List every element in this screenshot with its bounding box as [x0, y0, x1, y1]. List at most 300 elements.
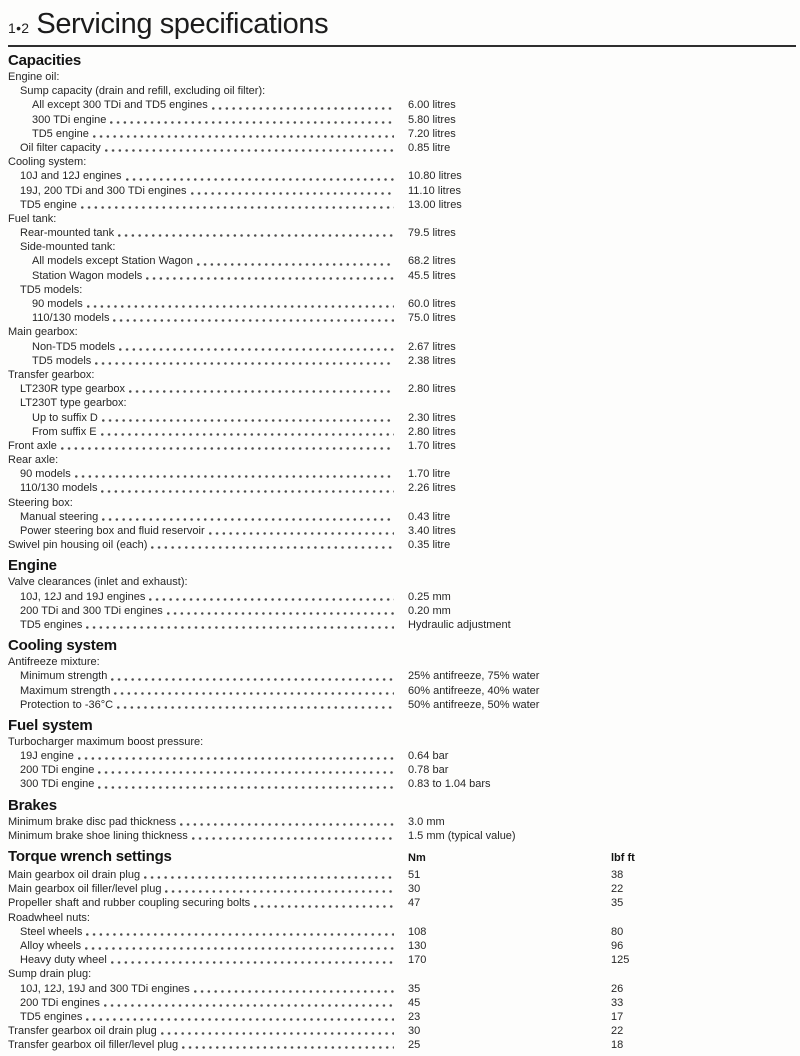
spec-row: [8, 496, 796, 510]
torque-nm-value: 170: [408, 954, 427, 967]
dotted-leader: [212, 107, 394, 110]
spec-row-left: [8, 538, 408, 552]
spec-section: [8, 637, 796, 712]
spec-row-left: [8, 896, 408, 910]
spec-row-left: [8, 141, 408, 155]
dotted-leader: [144, 876, 394, 879]
spec-value: 0.43 litre: [408, 510, 451, 523]
spec-row-values: [408, 996, 796, 1010]
dotted-leader: [167, 612, 394, 615]
spec-row: [8, 254, 796, 268]
spec-value: 3.40 litres: [408, 525, 456, 537]
spec-row-values: [408, 439, 796, 453]
spec-section: [8, 848, 796, 1052]
spec-row-left: [8, 982, 408, 996]
spec-row-values: [408, 829, 796, 843]
spec-row-left: [8, 340, 408, 354]
spec-row-left: [8, 590, 408, 604]
spec-row: [8, 198, 796, 212]
dotted-leader: [104, 1004, 394, 1007]
spec-label: Main gearbox:: [8, 326, 78, 339]
section-heading: Cooling system: [8, 637, 117, 655]
spec-row-left: [8, 240, 408, 254]
dotted-leader: [161, 1032, 394, 1035]
spec-row-left: [8, 467, 408, 481]
torque-lbf-value: 33: [611, 996, 624, 1009]
dotted-leader: [102, 419, 394, 422]
spec-row-left: [8, 669, 408, 683]
spec-label: Minimum brake disc pad thickness: [8, 815, 177, 828]
spec-label: 300 TDi engine: [32, 113, 107, 126]
spec-label: Main gearbox oil drain plug: [8, 869, 141, 881]
spec-row: [8, 169, 796, 183]
spec-label: Alloy wheels: [20, 939, 82, 952]
spec-value: 1.70 litres: [408, 439, 456, 452]
torque-nm-value: 45: [408, 996, 421, 1009]
page-number: 1•2: [8, 20, 30, 36]
section-heading: Capacities: [8, 52, 82, 69]
spec-row-left: [8, 618, 408, 632]
spec-row: [8, 411, 796, 425]
spec-row: [8, 735, 796, 749]
section-heading-row: [8, 717, 796, 734]
spec-row-values: [408, 1024, 796, 1038]
spec-row-left: [8, 98, 408, 112]
dotted-leader: [129, 390, 394, 393]
spec-row-left: [8, 453, 408, 467]
spec-label: Non-TD5 models: [32, 340, 116, 353]
dotted-leader: [209, 532, 394, 535]
spec-row-values: [408, 925, 796, 939]
spec-row-left: [8, 127, 408, 141]
spec-label: 10J and 12J engines: [20, 170, 122, 183]
spec-row: [8, 604, 796, 618]
spec-value: Hydraulic adjustment: [408, 618, 511, 631]
torque-lbf-value: 125: [611, 954, 630, 967]
spec-sections: [8, 52, 796, 1052]
spec-row-values: [408, 618, 796, 632]
spec-row: [8, 368, 796, 382]
spec-row-left: [8, 967, 408, 981]
spec-row-left: [8, 411, 408, 425]
spec-value: 2.38 litres: [408, 354, 456, 367]
dotted-leader: [61, 447, 394, 450]
spec-label: Transfer gearbox oil drain plug: [8, 1025, 157, 1038]
torque-lbf-value: 22: [611, 1025, 624, 1038]
spec-label: LT230R type gearbox: [20, 383, 125, 396]
spec-row: [8, 684, 796, 698]
dotted-leader: [98, 786, 394, 789]
spec-value: 3.0 mm: [408, 815, 445, 828]
torque-nm-value: 108: [408, 925, 427, 938]
spec-label: Cooling system:: [8, 156, 87, 169]
torque-lbf-value: 18: [611, 1039, 624, 1052]
torque-nm-value: 51: [408, 869, 421, 881]
spec-row: [8, 868, 796, 882]
spec-value: 2.80 litres: [408, 383, 456, 396]
spec-row-left: [8, 575, 408, 589]
spec-value: 6.00 litres: [408, 99, 456, 112]
spec-row: [8, 575, 796, 589]
spec-value: 2.26 litres: [408, 482, 456, 495]
spec-row: [8, 829, 796, 843]
spec-label: Oil filter capacity: [20, 141, 101, 154]
torque-nm-value: 30: [408, 1025, 421, 1038]
spec-label: 110/130 models: [32, 312, 110, 325]
spec-label: Station Wagon models: [32, 269, 143, 282]
dotted-leader: [86, 1018, 394, 1021]
spec-row: [8, 538, 796, 552]
spec-label: Power steering box and fluid reservoir: [20, 525, 205, 537]
spec-row: [8, 1010, 796, 1024]
spec-row: [8, 311, 796, 325]
spec-row-left: [8, 169, 408, 183]
spec-value: 79.5 litres: [408, 227, 456, 240]
spec-value: 68.2 litres: [408, 255, 456, 268]
spec-row-left: [8, 925, 408, 939]
dotted-leader: [98, 771, 394, 774]
section-heading-row: [8, 797, 796, 814]
spec-row-left: [8, 425, 408, 439]
header-rule: [8, 45, 796, 47]
dotted-leader: [118, 234, 394, 237]
spec-row: [8, 481, 796, 495]
torque-nm-value: 25: [408, 1039, 421, 1052]
spec-row-left: [8, 368, 408, 382]
spec-row-values: [408, 763, 796, 777]
spec-label: Protection to -36°C: [20, 698, 114, 711]
spec-label: Engine oil:: [8, 71, 60, 83]
spec-section: [8, 797, 796, 843]
column-headers: [408, 850, 796, 867]
torque-lbf-value: 96: [611, 939, 624, 952]
column-header: Nm: [408, 852, 426, 864]
torque-nm-value: 35: [408, 982, 421, 995]
spec-row: [8, 141, 796, 155]
torque-nm-value: 130: [408, 939, 427, 952]
spec-label: 19J engine: [20, 750, 74, 763]
spec-row-left: [8, 911, 408, 925]
spec-row-values: [408, 141, 796, 155]
spec-label: Steel wheels: [20, 925, 83, 938]
torque-lbf-value: 80: [611, 925, 624, 938]
spec-value: 0.35 litre: [408, 539, 451, 552]
spec-row: [8, 70, 796, 84]
spec-row-values: [408, 510, 796, 524]
spec-value: 60.0 litres: [408, 298, 456, 310]
spec-label: TD5 models: [32, 354, 92, 367]
spec-row-left: [8, 1038, 408, 1052]
spec-label: Up to suffix D: [32, 411, 98, 424]
spec-row-values: [408, 1010, 796, 1024]
torque-nm-value: 47: [408, 897, 421, 910]
dotted-leader: [87, 305, 394, 308]
spec-row-left: [8, 254, 408, 268]
dotted-leader: [197, 263, 394, 266]
spec-label: 90 models: [20, 468, 71, 481]
spec-row-left: [8, 777, 408, 791]
spec-row-left: [8, 113, 408, 127]
dotted-leader: [182, 1046, 394, 1049]
dotted-leader: [105, 149, 394, 152]
dotted-leader: [119, 348, 394, 351]
spec-row: [8, 396, 796, 410]
spec-row-left: [8, 939, 408, 953]
dotted-leader: [95, 362, 394, 365]
dotted-leader: [192, 837, 394, 840]
spec-value: 2.80 litres: [408, 425, 456, 438]
spec-row-left: [8, 829, 408, 843]
spec-row-left: [8, 155, 408, 169]
dotted-leader: [101, 433, 394, 436]
spec-label: 300 TDi engine: [20, 778, 95, 791]
spec-label: All models except Station Wagon: [32, 255, 194, 268]
spec-row-values: [408, 669, 796, 683]
spec-row-values: [408, 698, 796, 712]
spec-value: 75.0 litres: [408, 312, 456, 325]
spec-row-values: [408, 184, 796, 198]
torque-lbf-value: 22: [611, 883, 624, 896]
dotted-leader: [93, 135, 394, 138]
spec-row: [8, 749, 796, 763]
dotted-leader: [78, 757, 394, 760]
dotted-leader: [191, 192, 394, 195]
spec-row-values: [408, 815, 796, 829]
spec-value: 60% antifreeze, 40% water: [408, 684, 540, 697]
torque-lbf-value: 38: [611, 869, 624, 881]
dotted-leader: [85, 947, 394, 950]
spec-row-values: [408, 749, 796, 763]
spec-row: [8, 382, 796, 396]
spec-label: Manual steering: [20, 510, 99, 523]
spec-row: [8, 777, 796, 791]
spec-row-values: [408, 467, 796, 481]
spec-label: Rear-mounted tank: [20, 227, 115, 240]
spec-value: 2.67 litres: [408, 340, 456, 353]
dotted-leader: [110, 121, 394, 124]
spec-label: Fuel tank:: [8, 212, 57, 225]
spec-row: [8, 453, 796, 467]
spec-row-left: [8, 735, 408, 749]
spec-row-left: [8, 1010, 408, 1024]
spec-row-left: [8, 868, 408, 882]
dotted-leader: [114, 692, 394, 695]
spec-row: [8, 113, 796, 127]
spec-row: [8, 155, 796, 169]
page-header: [8, 6, 796, 41]
dotted-leader: [194, 990, 394, 993]
spec-value: 10.80 litres: [408, 170, 462, 183]
spec-row-values: [408, 113, 796, 127]
column-header: lbf ft: [611, 852, 635, 864]
spec-row-values: [408, 982, 796, 996]
spec-row-left: [8, 763, 408, 777]
spec-label: Valve clearances (inlet and exhaust):: [8, 576, 188, 589]
torque-lbf-value: 26: [611, 982, 624, 995]
spec-row-left: [8, 698, 408, 712]
spec-row: [8, 1024, 796, 1038]
dotted-leader: [149, 598, 394, 601]
dotted-leader: [101, 490, 394, 493]
torque-lbf-value: 35: [611, 897, 624, 910]
spec-row: [8, 269, 796, 283]
spec-row-values: [408, 382, 796, 396]
spec-label: 90 models: [32, 298, 83, 310]
spec-label: Propeller shaft and rubber coupling securing bolts: [8, 897, 251, 910]
spec-row: [8, 669, 796, 683]
spec-row-left: [8, 655, 408, 669]
spec-value: 0.25 mm: [408, 590, 451, 603]
spec-row-left: [8, 198, 408, 212]
spec-label: Heavy duty wheel: [20, 954, 107, 967]
spec-row-left: [8, 749, 408, 763]
spec-row-left: [8, 283, 408, 297]
section-heading: Engine: [8, 557, 57, 575]
spec-row-values: [408, 269, 796, 283]
dotted-leader: [111, 961, 394, 964]
spec-section: [8, 52, 796, 552]
spec-value: 11.10 litres: [408, 184, 461, 197]
spec-row: [8, 1038, 796, 1052]
spec-row-values: [408, 226, 796, 240]
spec-row-values: [408, 311, 796, 325]
spec-row-values: [408, 425, 796, 439]
spec-row: [8, 524, 796, 538]
dotted-leader: [81, 206, 394, 209]
section-heading: Brakes: [8, 796, 57, 814]
dotted-leader: [180, 823, 394, 826]
dotted-leader: [146, 277, 394, 280]
spec-row: [8, 925, 796, 939]
spec-label: Transfer gearbox oil filler/level plug: [8, 1039, 179, 1052]
spec-label: Sump drain plug:: [8, 968, 92, 981]
spec-row-values: [408, 882, 796, 896]
spec-label: 200 TDi engine: [20, 764, 95, 777]
dotted-leader: [111, 678, 394, 681]
spec-value: 1.5 mm (typical value): [408, 829, 516, 842]
spec-value: 25% antifreeze, 75% water: [408, 670, 540, 683]
spec-row: [8, 655, 796, 669]
spec-row-left: [8, 604, 408, 618]
spec-row: [8, 618, 796, 632]
spec-label: 10J, 12J, 19J and 300 TDi engines: [20, 982, 190, 995]
spec-value: 45.5 litres: [408, 269, 456, 282]
spec-label: Main gearbox oil filler/level plug: [8, 883, 162, 896]
spec-row-left: [8, 184, 408, 198]
spec-row-left: [8, 510, 408, 524]
page-title: Servicing specifications: [36, 8, 329, 40]
spec-row-left: [8, 953, 408, 967]
spec-label: Front axle: [8, 439, 57, 452]
spec-label: Rear axle:: [8, 454, 59, 467]
spec-row-values: [408, 1038, 796, 1052]
spec-row-left: [8, 297, 408, 311]
spec-row-left: [8, 396, 408, 410]
spec-row-values: [408, 254, 796, 268]
spec-value: 50% antifreeze, 50% water: [408, 698, 540, 711]
spec-row: [8, 212, 796, 226]
spec-label: Minimum brake shoe lining thickness: [8, 829, 188, 842]
spec-value: 0.20 mm: [408, 604, 451, 617]
spec-row: [8, 967, 796, 981]
section-heading-row: [8, 637, 796, 654]
spec-row-left: [8, 684, 408, 698]
spec-row-values: [408, 198, 796, 212]
spec-row: [8, 240, 796, 254]
section-heading-row: [8, 848, 796, 867]
spec-row: [8, 84, 796, 98]
spec-row-left: [8, 269, 408, 283]
spec-section: [8, 557, 796, 632]
dotted-leader: [86, 626, 394, 629]
spec-label: Maximum strength: [20, 684, 111, 697]
spec-row: [8, 882, 796, 896]
spec-row-left: [8, 382, 408, 396]
torque-lbf-value: 17: [611, 1010, 624, 1023]
spec-section: [8, 717, 796, 792]
dotted-leader: [113, 319, 394, 322]
spec-row: [8, 939, 796, 953]
spec-row-values: [408, 604, 796, 618]
spec-row: [8, 127, 796, 141]
spec-label: Side-mounted tank:: [20, 241, 116, 254]
spec-label: Antifreeze mixture:: [8, 656, 100, 669]
spec-row-values: [408, 896, 796, 910]
spec-row: [8, 297, 796, 311]
spec-value: 0.78 bar: [408, 764, 449, 777]
spec-row-values: [408, 777, 796, 791]
spec-row: [8, 763, 796, 777]
spec-row-values: [408, 538, 796, 552]
spec-row-left: [8, 325, 408, 339]
spec-label: Swivel pin housing oil (each): [8, 539, 148, 552]
spec-row: [8, 996, 796, 1010]
spec-row: [8, 226, 796, 240]
dotted-leader: [165, 890, 394, 893]
spec-row-left: [8, 1024, 408, 1038]
spec-row-values: [408, 481, 796, 495]
dotted-leader: [117, 706, 394, 709]
spec-label: Sump capacity (drain and refill, excluding oil filter):: [20, 85, 266, 98]
spec-row-values: [408, 590, 796, 604]
dotted-leader: [86, 933, 394, 936]
spec-row: [8, 425, 796, 439]
spec-row-left: [8, 212, 408, 226]
spec-label: 200 TDi engines: [20, 996, 100, 1009]
spec-row-left: [8, 226, 408, 240]
spec-row: [8, 98, 796, 112]
spec-label: Roadwheel nuts:: [8, 911, 90, 924]
section-heading-row: [8, 557, 796, 574]
spec-label: Minimum strength: [20, 670, 108, 683]
spec-label: TD5 engines: [20, 618, 83, 631]
spec-label: TD5 models:: [20, 283, 83, 296]
spec-row-left: [8, 70, 408, 84]
dotted-leader: [126, 178, 394, 181]
spec-row-left: [8, 439, 408, 453]
spec-row-values: [408, 868, 796, 882]
torque-nm-value: 23: [408, 1010, 421, 1023]
spec-row-left: [8, 496, 408, 510]
spec-label: 200 TDi and 300 TDi engines: [20, 604, 163, 617]
dotted-leader: [102, 518, 394, 521]
spec-row: [8, 982, 796, 996]
spec-label: LT230T type gearbox:: [20, 397, 127, 410]
spec-row: [8, 325, 796, 339]
spec-label: TD5 engine: [20, 198, 77, 211]
spec-label: Turbocharger maximum boost pressure:: [8, 735, 204, 748]
spec-row: [8, 439, 796, 453]
